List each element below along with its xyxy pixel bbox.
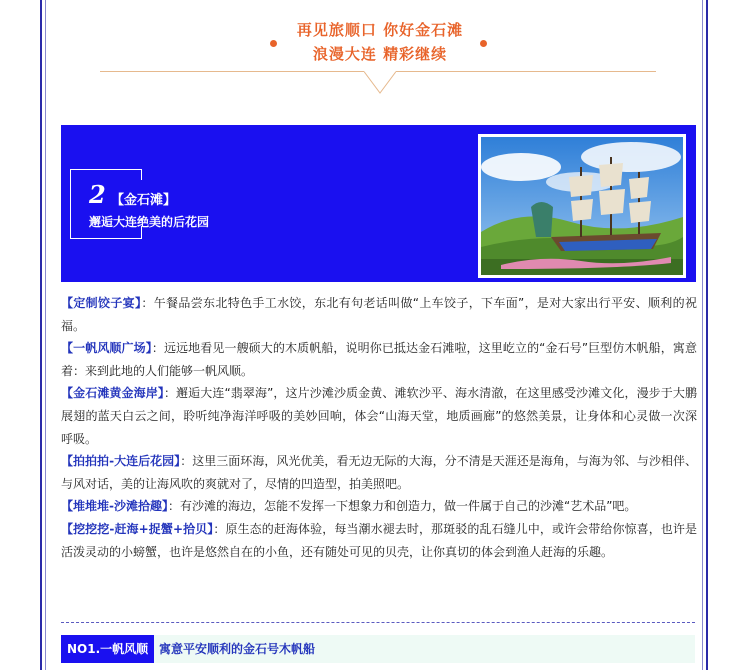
paragraph-text: ：午餐品尝东北特色手工水饺，东北有句老话叫做“上车饺子，下车面”，是对大家出行平安、顺利的祝福。	[61, 296, 697, 333]
spot-badge: NO1.一帆风顺	[61, 635, 154, 663]
paragraph-sand-art	[61, 495, 697, 518]
chevron-down-icon	[364, 71, 396, 101]
banner-subtitle: 邂逅大连绝美的后花园	[89, 215, 210, 229]
paragraph-gold-coast	[61, 382, 697, 450]
orange-dot-icon	[270, 40, 277, 47]
dashed-divider	[61, 622, 695, 623]
paragraph-tag: 【挖挖挖-赶海+捉蟹+拾贝】	[61, 521, 214, 536]
section-header	[100, 18, 660, 108]
paragraph-tag: 【拍拍拍-大连后花园】	[61, 454, 181, 469]
paragraph-dumpling-feast	[61, 292, 697, 337]
paragraph-text: ：这里三面环海，风光优美，看无边无际的大海，分不清是天涯还是海角，与海为邻、与沙相伴、与风对话，美的让海风吹的爽就对了，尽情的凹造型，拍美照吧。	[61, 454, 697, 491]
spot-heading	[61, 635, 695, 663]
paragraph-plaza	[61, 337, 697, 382]
header-line-1: 再见旅顺口 你好金石滩	[296, 21, 464, 39]
header-rule-left	[100, 71, 364, 72]
paragraph-text: ：有沙滩的海边，怎能不发挥一下想象力和创造力，做一件属于自己的沙滩“艺术品”吧。	[167, 499, 637, 514]
sailing-ship-photo	[478, 134, 686, 278]
header-rule-right	[396, 71, 656, 72]
orange-dot-icon	[480, 40, 487, 47]
banner-number: 2	[89, 180, 106, 209]
day-banner	[61, 125, 696, 282]
paragraph-tag: 【定制饺子宴】	[61, 296, 142, 310]
paragraph-text: ：远远地看见一艘硕大的木质帆船，说明你已抵达金石滩啦，这里屹立的“金石号”巨型仿木帆船，寓意着：来到此地的人们能够一帆风顺。	[61, 341, 697, 378]
paragraph-tag: 【堆堆堆-沙滩拾趣】	[61, 499, 168, 514]
paragraph-text: ：原生态的赶海体验，每当潮水褪去时，那斑驳的乱石缝儿中，或许会带给你惊喜，也许是活泼灵动的小螃蟹，也许是悠然自在的小鱼，还有随处可见的贝壳，让你真切的体会到渔人赶海的乐趣。	[61, 521, 697, 559]
itinerary-content	[61, 292, 697, 563]
paragraph-text: ：邂逅大连“翡翠海”，这片沙滩沙质金黄、滩软沙平、海水清澈，在这里感受沙滩文化，漫步于大鹏展翅的蓝天白云之间，聆听纯净海洋呼吸的美妙回响，体会“山海天堂，地质画廊”的悠然美景，让身体和心灵做一次深呼吸。	[61, 386, 697, 446]
paragraph-photo	[61, 450, 697, 495]
header-line-2: 浪漫大连 精彩继续	[312, 45, 448, 63]
spot-caption: 寓意平安顺利的金石号木帆船	[159, 642, 316, 656]
paragraph-beachcombing	[61, 518, 697, 563]
paragraph-tag: 【一帆风顺广场】	[61, 341, 152, 356]
banner-title: 【金石滩】	[111, 193, 177, 208]
paragraph-tag: 【金石滩黄金海岸】	[61, 386, 164, 401]
